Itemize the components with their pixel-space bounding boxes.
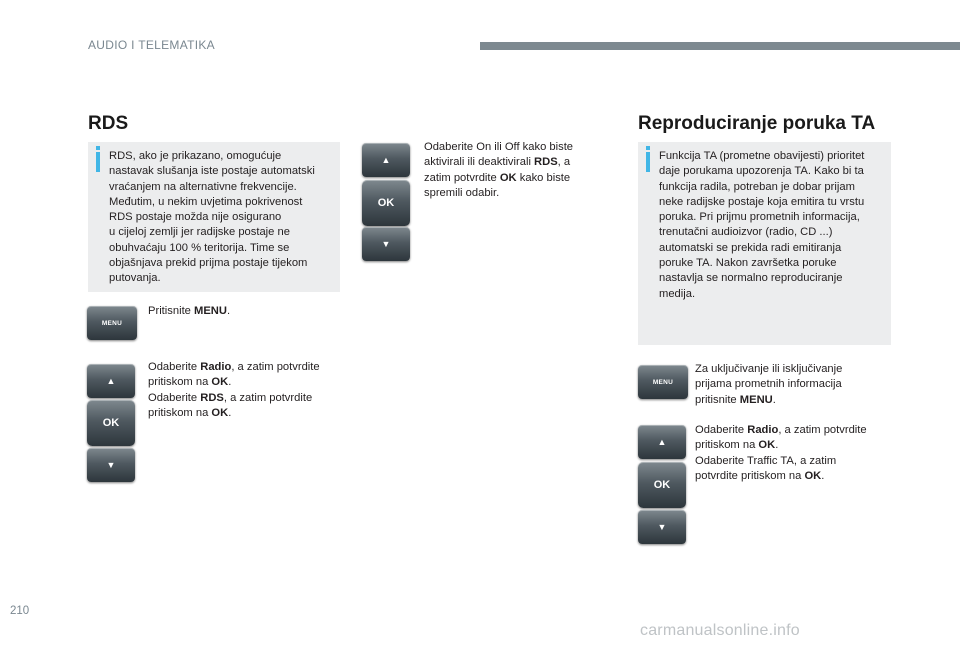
ta-info-line: poruka. Pri prijmu prometnih informacija,	[659, 211, 860, 224]
ta-info-line: poruke TA. Nakon završetka poruke	[659, 257, 837, 270]
ta-info-line: daje porukama upozorenja TA. Kako bi ta	[659, 165, 864, 178]
ta-title: Reproduciranje poruka TA	[638, 113, 876, 134]
rds-info-line: obuhvaćaju 100 % teritorija. Time se	[109, 241, 290, 254]
down-arrow-icon: ▼	[381, 239, 391, 249]
up-arrow-icon: ▲	[381, 155, 391, 165]
down-arrow-button[interactable]	[638, 510, 686, 544]
rds-info-line: vraćanjem na alternativne frekvencije.	[109, 180, 297, 193]
ok-button-label: OK	[653, 479, 671, 491]
rds-info-line: putovanja.	[109, 272, 161, 285]
ta-info-line: automatski se prekida radi emitiranja	[659, 241, 842, 254]
rds-info-line: objašnjava prekid prijma postaje tijekom	[109, 257, 308, 270]
ok-button[interactable]	[362, 180, 410, 226]
rds-info-line: RDS postaje možda nije osigurano	[109, 211, 282, 224]
header-bar	[480, 42, 960, 50]
down-arrow-button[interactable]	[362, 227, 410, 261]
menu-button-label: MENU	[101, 319, 123, 327]
ta-info-line: neke radijske postaje koja emitira tu vrstu	[659, 195, 865, 208]
ok-button[interactable]	[87, 400, 135, 446]
down-arrow-icon: ▼	[106, 460, 116, 470]
ta-info-line: nastavlja se normalno reproduciranje	[659, 272, 843, 285]
ta-info-line: Funkcija TA (prometne obavijesti) prioritet	[659, 150, 865, 162]
down-arrow-button[interactable]	[87, 448, 135, 482]
rds-info-box	[88, 142, 340, 292]
menu-button[interactable]	[87, 306, 137, 340]
ok-button-label: OK	[377, 197, 395, 209]
down-arrow-icon: ▼	[657, 522, 667, 532]
rds-step1-text: Pritisnite MENU.	[148, 305, 231, 317]
rds-info-line: u cijeloj zemlji jer radijske postaje ne	[109, 226, 290, 239]
rds-info-line: Međutim, u nekim uvjetima pokrivenost	[109, 195, 303, 208]
header-title: AUDIO I TELEMATIKA	[88, 38, 215, 52]
ta-info-line: trenutačni audioizvor (radio, CD ...)	[659, 226, 833, 239]
ta-info-text	[659, 149, 891, 302]
ta-info-line: funkcija radila, potreban je dobar prijam	[659, 180, 855, 193]
ta-info-box	[638, 142, 891, 345]
ok-button-label: OK	[102, 417, 120, 429]
rds-info-text	[109, 149, 339, 287]
rds-step2-text: Odaberite Radio, a zatim potvrdite pritiskom na OK. Odaberite RDS, a zatim potvrdite pritiskom na OK.	[148, 361, 320, 419]
rds-info-line: RDS, ako je prikazano, omogućuje	[109, 150, 282, 162]
page-number: 210	[10, 605, 30, 617]
rds-step3-text: Odaberite On ili Off kako biste aktivirali ili deaktivirali RDS, a zatim potvrdite OK kako biste spremili odabir.	[424, 141, 574, 199]
info-icon	[96, 152, 100, 172]
ta-info-line: medija.	[659, 287, 696, 300]
ok-button[interactable]	[638, 462, 686, 508]
rds-info-line: nastavak slušanja iste postaje automatski	[109, 165, 315, 178]
up-arrow-icon: ▲	[106, 376, 116, 386]
rds-title: RDS	[88, 113, 129, 134]
menu-button[interactable]	[638, 365, 688, 399]
up-arrow-button[interactable]	[362, 143, 410, 177]
ta-step1-text: Za uključivanje ili isključivanje prijama prometnih informacija pritisnite MENU.	[695, 363, 843, 406]
watermark: carmanualsonline.info	[640, 622, 800, 639]
info-icon	[646, 152, 650, 172]
menu-button-label: MENU	[652, 378, 674, 386]
ta-step2-text: Odaberite Radio, a zatim potvrdite pritiskom na OK. Odaberite Traffic TA, a zatim potvrdite pritiskom na OK.	[695, 424, 867, 482]
up-arrow-button[interactable]	[638, 425, 686, 459]
up-arrow-icon: ▲	[657, 437, 667, 447]
up-arrow-button[interactable]	[87, 364, 135, 398]
